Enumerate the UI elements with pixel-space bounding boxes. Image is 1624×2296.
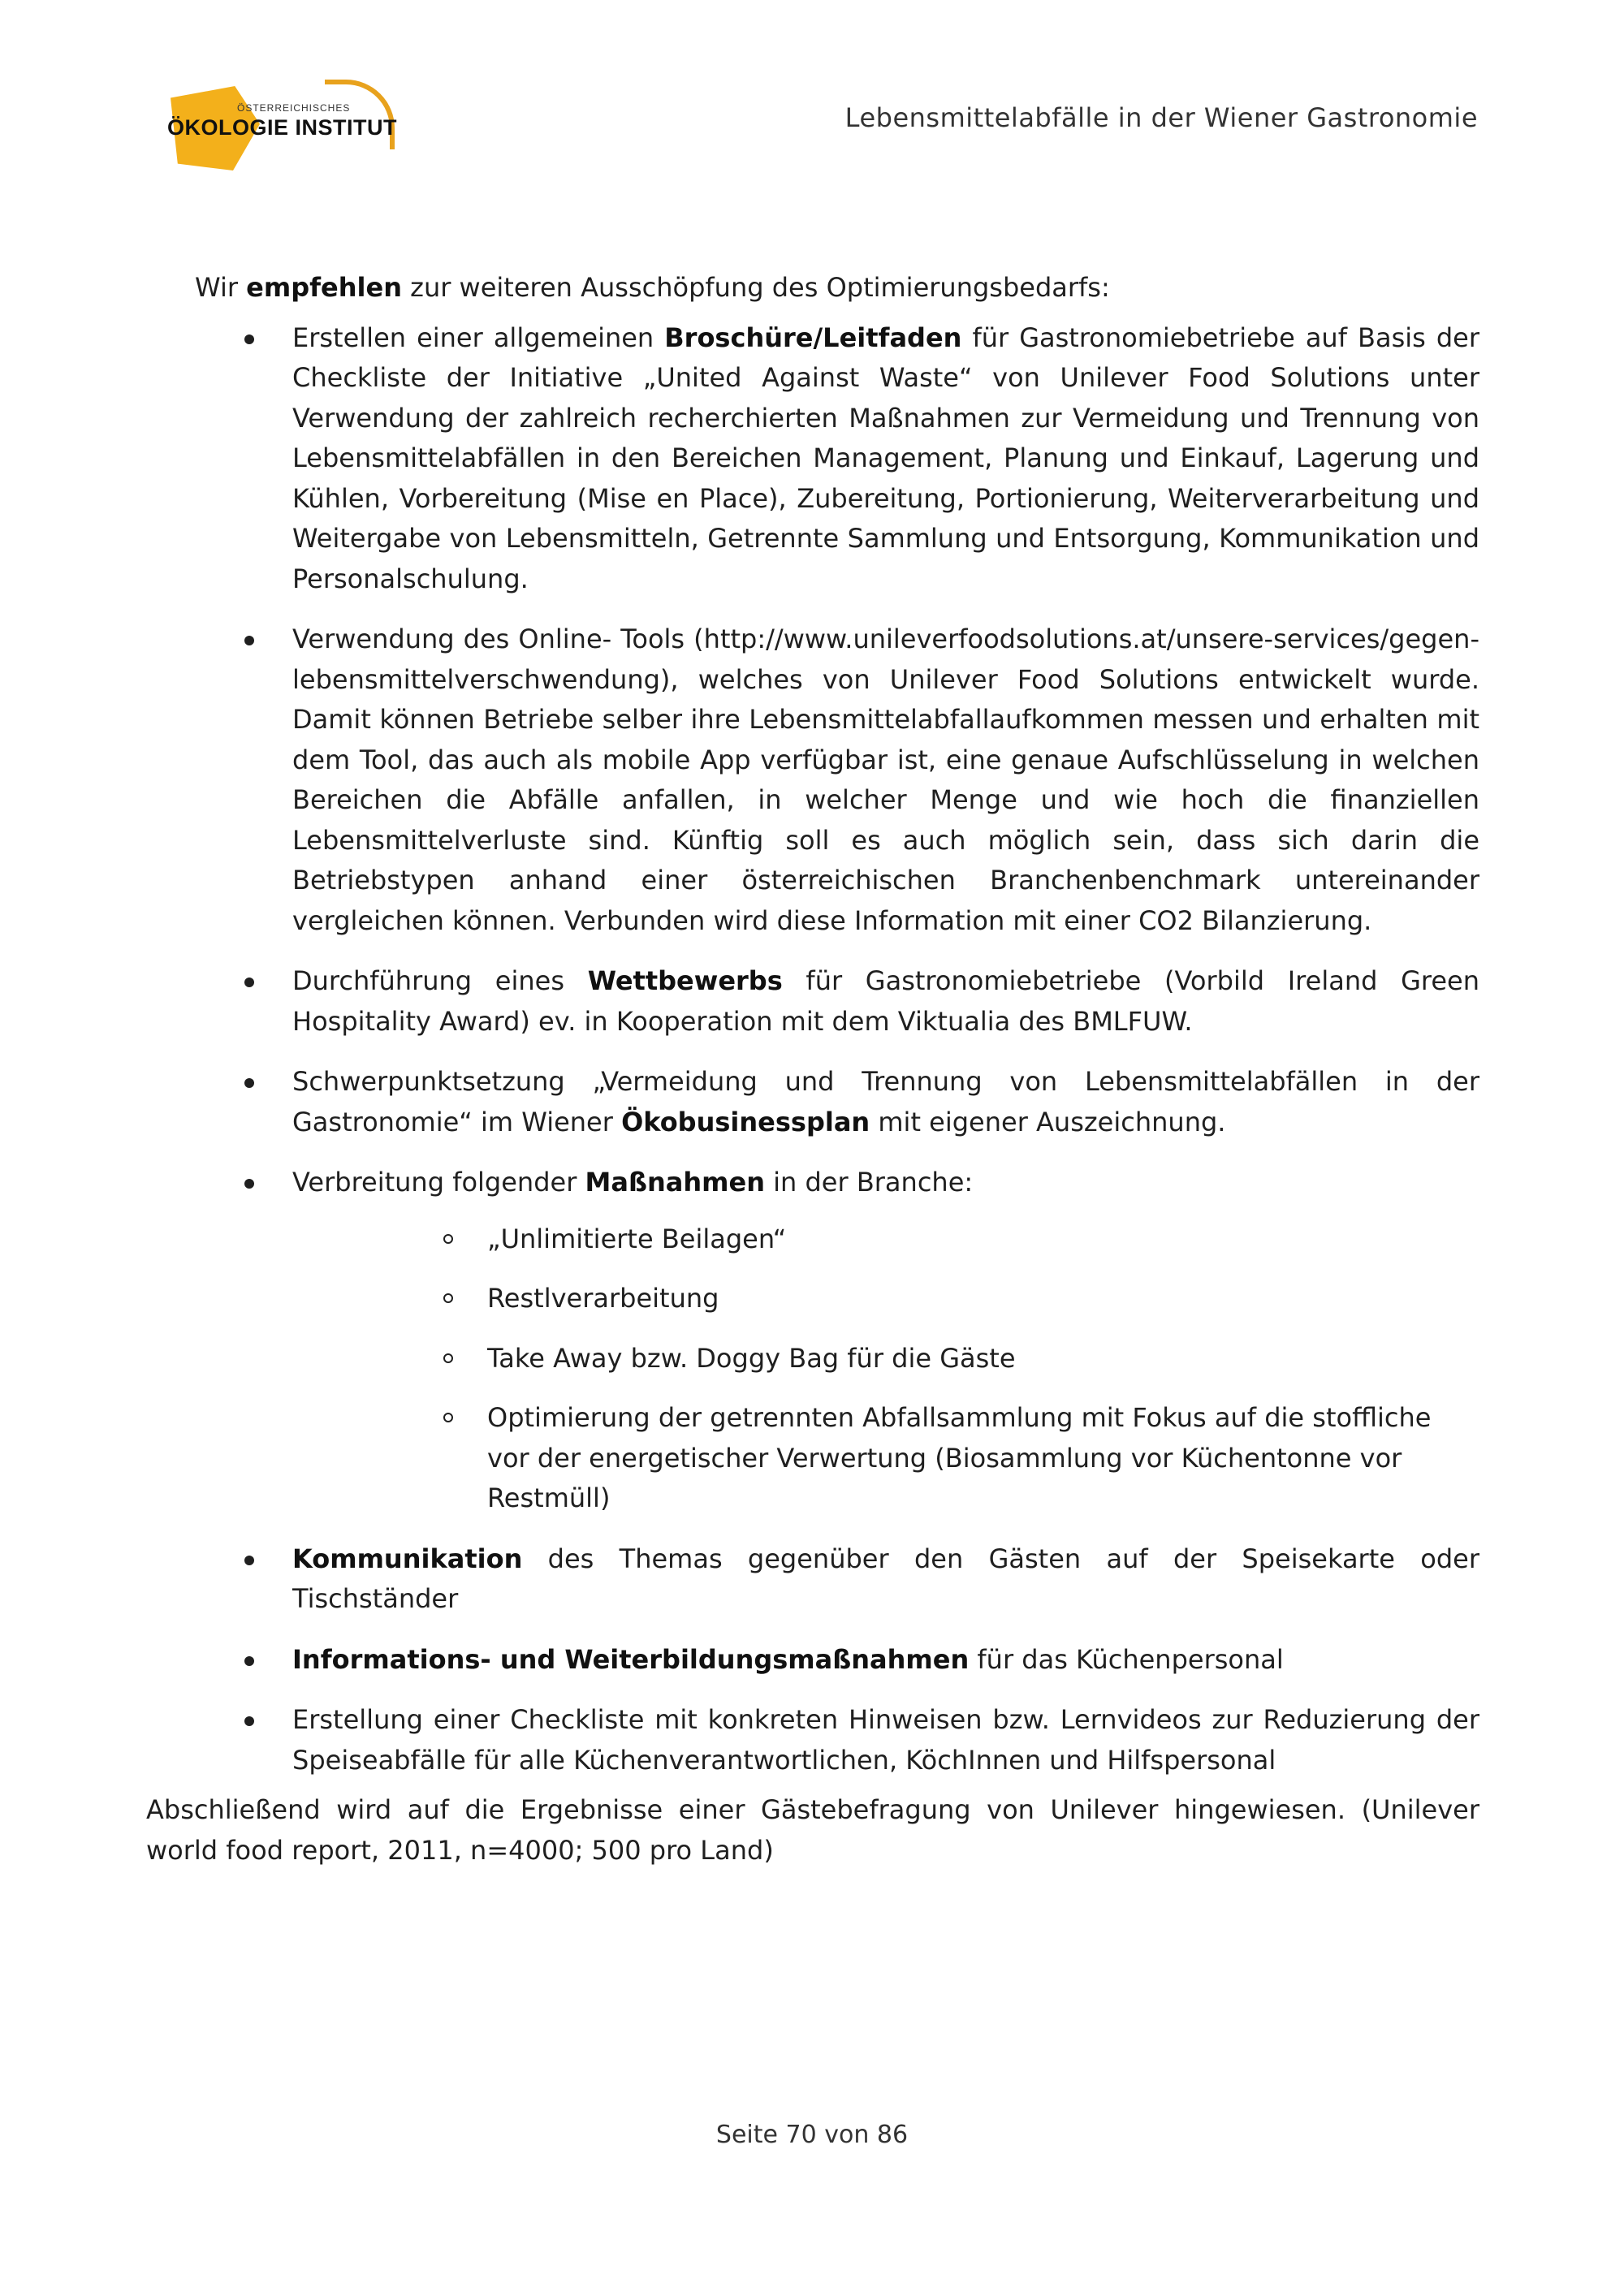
list-item-bold: Ökobusinessplan: [621, 1106, 870, 1137]
list-item-text: in der Branche:: [764, 1167, 974, 1198]
recommendation-list: [195, 318, 1479, 1781]
list-item: [195, 1700, 1479, 1780]
circle-bullet-icon: [443, 1413, 453, 1422]
list-item-text: für das Küchenpersonal: [969, 1643, 1284, 1675]
intro-paragraph: [195, 268, 1479, 309]
list-item-text: Verbreitung folgender: [292, 1167, 585, 1198]
list-item-text: Erstellung einer Checkliste mit konkreten Hinweisen bzw. Lernvideos zur Reduzierung der Speiseabfälle für alle Küchenverantwortlichen, KöchInnen und Hilfspersonal: [292, 1704, 1479, 1776]
bullet-icon: [244, 978, 254, 987]
list-item-text: mit eigener Auszeichnung.: [870, 1106, 1226, 1137]
intro-text-pre: Wir: [195, 272, 247, 303]
list-item: [195, 1062, 1479, 1142]
main-content: [146, 268, 1480, 1871]
bullet-icon: [244, 1656, 254, 1666]
sublist-item: [390, 1339, 1479, 1379]
bullet-icon: [244, 334, 254, 344]
sublist-item-text: „Unlimitierte Beilagen“: [487, 1223, 787, 1254]
page-number: Seite 70 von 86: [715, 2121, 909, 2149]
list-item-bold: Broschüre/Leitfaden: [664, 322, 962, 353]
list-item: [195, 318, 1479, 600]
bullet-icon: [244, 1078, 254, 1088]
list-item-bold: Informations- und Weiterbildungsmaßnahmen: [292, 1643, 970, 1675]
list-item: [195, 1163, 1479, 1519]
list-item: [195, 619, 1479, 941]
circle-bullet-icon: [443, 1353, 453, 1363]
list-item: [195, 1640, 1479, 1681]
circle-bullet-icon: [443, 1293, 453, 1303]
circle-bullet-icon: [443, 1234, 453, 1244]
logo-text-top: ÖSTERREICHISCHES: [237, 102, 351, 114]
bullet-icon: [244, 1556, 254, 1565]
bullet-icon: [244, 636, 254, 645]
intro-text-bold: empfehlen: [246, 272, 402, 303]
list-item-bold: Kommunikation: [292, 1543, 523, 1574]
document-header-title: Lebensmittelabfälle in der Wiener Gastronomie: [844, 102, 1478, 133]
logo-text-main: ÖKOLOGIE INSTITUT: [167, 115, 397, 140]
closing-paragraph: Abschließend wird auf die Ergebnisse einer Gästebefragung von Unilever hingewiesen. (Unilever world food report, 2011, n=4000; 500 pro Land): [146, 1794, 1479, 1866]
list-item-bold: Wettbewerbs: [587, 965, 783, 996]
list-item-text: Verwendung des Online- Tools (http://www.unileverfoodsolutions.at/unsere-services/gegen-lebensmittelverschwendung), welches von Unilever Food Solutions entwickelt wurde. Damit können Betriebe selber ihre Lebensmittelabfallaufkommen messen und erhalten mit dem Tool, das auch als mobile App verfügbar ist, eine genaue Aufschlüsselung in welchen Bereichen die Abfälle anfallen, in welcher Menge und wie hoch die finanziellen Lebensmittelverluste sind. Künftig soll es auch möglich sein, dass sich darin die Betriebstypen anhand einer österreichischen Branchenbenchmark untereinander vergleichen können. Verbunden wird diese Information mit einer CO2 Bilanzierung.: [292, 624, 1479, 936]
sublist-item-text: Take Away bzw. Doggy Bag für die Gäste: [487, 1342, 1016, 1374]
sublist-item: [390, 1398, 1479, 1519]
sublist-item-text: Optimierung der getrennten Abfallsammlung mit Fokus auf die stoffliche vor der energetischer Verwertung (Biosammlung vor Küchentonne vor Restmüll): [487, 1402, 1432, 1513]
list-item-text: Schwerpunktsetzung „Vermeidung und Trennung von Lebensmittelabfällen in der Gastronomie“ im Wiener: [292, 1066, 1479, 1137]
sublist-item-text: Restlverarbeitung: [487, 1283, 719, 1314]
bullet-icon: [244, 1179, 254, 1189]
list-item: [195, 961, 1479, 1042]
list-item-text: für Gastronomiebetriebe (Vorbild Ireland Green Hospitality Award) ev. in Kooperation mit dem Viktualia des BMLFUW.: [292, 965, 1480, 1037]
list-item-text: Erstellen einer allgemeinen: [292, 322, 665, 353]
bullet-icon: [244, 1716, 254, 1726]
list-item-bold: Maßnahmen: [585, 1167, 765, 1198]
oekologie-institut-logo: [162, 81, 406, 170]
intro-text-post: zur weiteren Ausschöpfung des Optimierungsbedarfs:: [401, 272, 1110, 303]
list-item-text: Durchführung eines: [292, 965, 588, 996]
list-item-text: für Gastronomiebetriebe auf Basis der Checkliste der Initiative „United Against Waste“ von Unilever Food Solutions unter Verwendung der zahlreich recherchierten Maßnahmen zur Vermeidung und Trennung von Lebensmittelabfällen in den Bereichen Management, Planung und Einkauf, Lagerung und Kühlen, Vorbereitung (Mise en Place), Zubereitung, Portionierung, Weiterverarbeitung und Weitergabe von Lebensmitteln, Getrennte Sammlung und Entsorgung, Kommunikation und Personalschulung.: [292, 322, 1480, 594]
sublist-item: [390, 1279, 1479, 1319]
list-item: [195, 1539, 1479, 1620]
sublist-item: [390, 1219, 1479, 1260]
measures-sublist: [292, 1219, 1479, 1519]
list-item-text: des Themas gegenüber den Gästen auf der Speisekarte oder Tischständer: [292, 1543, 1479, 1614]
